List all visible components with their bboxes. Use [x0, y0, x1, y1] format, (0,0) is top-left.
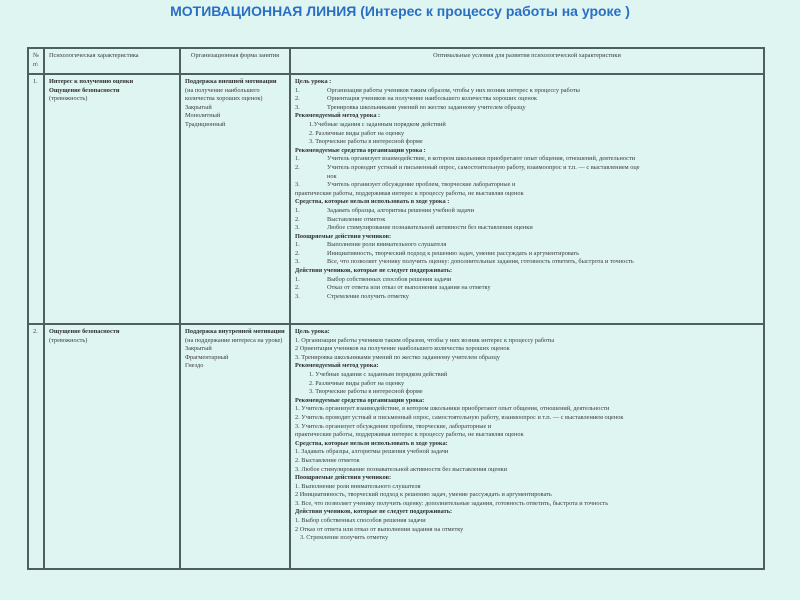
goal-item: 1. Организация работы учеников таким образом, чтобы у них возник интерес к процессу работы: [295, 86, 580, 94]
goal-item: 1. Организация работы учеников таким образом, чтобы у них возник интерес к процессу работы: [295, 336, 555, 344]
row-number: 1.: [28, 74, 44, 324]
encouraged-heading: Поощряемые действия учеников:: [295, 232, 392, 240]
means-item: 3. Учитель организует обсуждение проблем, творческие, лабораторные и: [295, 422, 492, 430]
table-row: [28, 324, 764, 569]
not-supported-heading: Действия учеников, которые не следует поддерживать:: [295, 267, 453, 275]
means-heading: Рекомендуемые средства организации урока:: [295, 396, 425, 404]
method-item: 2. Различные виды работ на оценку: [309, 379, 405, 387]
conditions-cell: [290, 324, 764, 569]
form-cell: [180, 74, 290, 324]
method-item: 2. Различные виды работ на оценку: [309, 129, 405, 137]
not-supported-item: 1. Выбор собственных способов решения задачи: [295, 517, 426, 525]
form-note: (на поддержание интереса на уроке): [185, 336, 283, 344]
form-heading: Поддержка внешней мотивации: [185, 78, 277, 85]
header-num: № п\: [28, 48, 44, 74]
means-item: 1. Учитель организует взаимодействие, в котором школьники приобретают опыт общения, отношений, деятельности: [295, 405, 610, 413]
form-note: (на получение наибольшего количества хороших оценок): [185, 86, 263, 103]
page-title: МОТИВАЦИОННАЯ ЛИНИЯ (Интерес к процессу работы на уроке ): [170, 3, 630, 19]
not-supported-item: 1. Выбор собственных способов решения задачи: [295, 275, 452, 283]
not-supported-item: 2. Отказ от ответа или отказ от выполнения задания на отметку: [295, 284, 491, 292]
not-supported-item: 3. Стремление получить отметку: [295, 292, 409, 300]
header-form: Организационная форма занятия: [180, 48, 290, 74]
motivation-table: [27, 47, 765, 570]
characteristic-cell: [44, 324, 180, 569]
encouraged-item: 2 Инициативность, творческий подход к решению задач, умение рассуждать и аргументировать: [295, 491, 552, 499]
method-item: 1.Учебные задания с заданным порядком действий: [309, 120, 446, 128]
method-item: 3. Творческие работы в интересной форме: [309, 138, 423, 146]
header-characteristic: Психологическая характеристика: [44, 48, 180, 74]
tools-item: 2. Выставление отметок: [295, 456, 360, 464]
method-item: 3. Творческие работы в интересной форме: [309, 388, 423, 396]
encouraged-item: 3. Все, что позволяет ученику получить оценку: дополнительные задания, готовность ответить, быстрота и точность: [295, 258, 634, 266]
table-header-row: [28, 48, 764, 74]
form-item: Закрытый: [185, 103, 212, 111]
encouraged-heading: Поощряемые действия учеников:: [295, 474, 392, 482]
method-heading: Рекомендуемый метод урока :: [295, 112, 381, 120]
form-item: Закрытый: [185, 345, 212, 353]
means-item: практические работы, поддерживая интерес к процессу работы, не выставляя оценок: [295, 189, 524, 197]
means-heading: Рекомендуемые средства организации урока :: [295, 146, 426, 154]
characteristic-note: (тревожность): [49, 336, 88, 344]
method-item: 1. Учебные задания с заданным порядком действий: [309, 370, 448, 378]
means-item: 2. Учитель проводит устный и письменный опрос, самостоятельную работу, взаимоопрос и т.п. — с выставлением оце: [295, 163, 640, 171]
tools-heading: Средства, которые нельзя использовать в ходе урока:: [295, 439, 448, 447]
goal-item: 3. Тренировка школьниками умений по жестко заданному учителем образцу: [295, 103, 526, 111]
row-number: 2.: [28, 324, 44, 569]
not-supported-item: 3. Стремление получить отметку: [300, 534, 389, 542]
goal-heading: Цель урока :: [295, 78, 332, 85]
form-item: Монолитный: [185, 112, 221, 120]
means-item: нок: [327, 172, 337, 180]
conditions-cell: [290, 74, 764, 324]
tools-item: 1. Задавать образцы, алгоритмы решения учебной задачи: [295, 448, 449, 456]
means-item: практические работы, поддерживая интерес к процессу работы, не выставляя оценок: [295, 431, 524, 439]
form-item: Гнездо: [185, 362, 204, 370]
encouraged-item: 1. Выполнение роли внимательного слушателя: [295, 241, 447, 249]
goal-heading: Цель урока:: [295, 328, 330, 335]
goal-item: 2. Ориентация учеников на получение наибольшего количества хороших оценок: [295, 95, 537, 103]
not-supported-item: 2 Отказ от ответа или отказ от выполнения задания на отметку: [295, 525, 464, 533]
encouraged-item: 2. Инициативность, творческий подход к решению задач, умение рассуждать и аргументировать: [295, 249, 579, 257]
characteristic-line: Ощущение безопасности: [49, 86, 120, 94]
tools-item: 3. Любое стимулирование познавательной активности без выставления оценки: [295, 465, 508, 473]
goal-item: 2 Ориентация учеников на получение наибольшего количества хороших оценок: [295, 345, 510, 353]
encouraged-item: 3. Все, что позволяет ученику получить оценку: дополнительные задания, готовность ответить, быстрота и точность: [295, 499, 609, 507]
means-item: 2. Учитель проводит устный и письменный опрос, самостоятельную работу, взаимоопрос и т.п. — с выставлением оценок: [295, 413, 624, 421]
tools-heading: Средства, которые нельзя использовать в ходе урока :: [295, 198, 450, 206]
form-item: Традиционный: [185, 120, 226, 128]
encouraged-item: 1. Выполнение роли внимательного слушателя: [295, 482, 421, 490]
means-item: 3. Учитель организует обсуждение проблем, творческие лабораторные и: [295, 181, 516, 189]
characteristic-cell: [44, 74, 180, 324]
not-supported-heading: Действия учеников, которые не следует поддерживать:: [295, 508, 453, 516]
means-item: 1. Учитель организует взаимодействие, в котором школьники приобретают опыт общения, отношений, деятельности: [295, 155, 636, 163]
form-cell: [180, 324, 290, 569]
characteristic-note: (тревожность): [49, 95, 88, 103]
characteristic-line: Ощущение безопасности: [49, 328, 120, 335]
method-heading: Рекомендуемый метод урока:: [295, 362, 379, 370]
goal-item: 3. Тренировка школьниками умений по жестко заданному учителем образцу: [295, 353, 500, 361]
tools-item: 3. Любое стимулирование познавательной активности без выставления оценки: [295, 224, 533, 232]
tools-item: 1. Задавать образцы, алгоритмы решения учебной задачи: [295, 206, 474, 214]
characteristic-line: Интерес к получению оценки: [49, 78, 134, 85]
form-heading: Поддержка внутренней мотивации: [185, 328, 285, 335]
header-conditions: Оптимальные условия для развития психологической характеристики: [290, 48, 764, 74]
tools-item: 2. Выставление отметок: [295, 215, 386, 223]
form-item: Фрагментарный: [185, 353, 229, 361]
table-row: [28, 74, 764, 324]
